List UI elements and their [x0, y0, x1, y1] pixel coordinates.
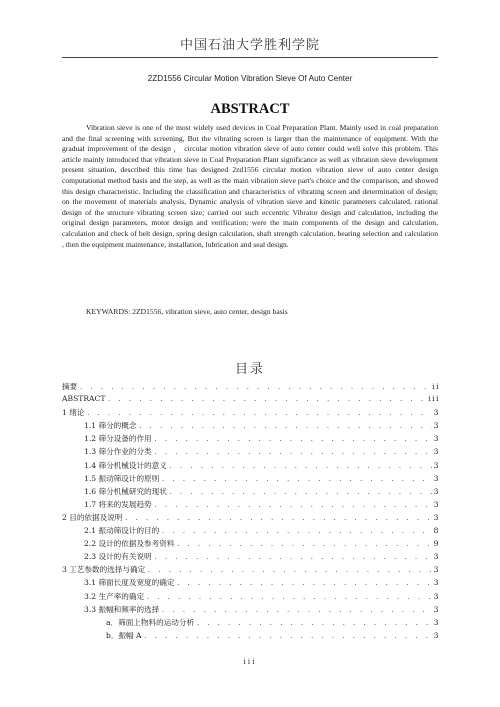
toc-entry-label: 1 绪论: [62, 408, 85, 418]
toc-leader-dots: [154, 449, 432, 456]
toc-leader-dots: [161, 476, 431, 483]
toc-entry-2-3[interactable]: [62, 551, 440, 564]
toc-entry-3-3[interactable]: [62, 604, 440, 617]
toc-entry-1-4[interactable]: [62, 460, 440, 473]
toc-entry-label: 3.3 振幅和频率的选择: [84, 604, 160, 614]
toc-entry-page: 9: [433, 539, 440, 549]
abstract-body: Vibration sieve is one of the most widely used devices in Coal Preparation Plant. Mainly used in coal preparation and the final screening with screening, But the vibrating screen is larger than the maintenance of equipment. With the gradual improvement of the design ， circular motion vibration sieve of auto center could well solve this problem. This article mainly introduced that vibration sieve in Coal Preparation Plant significance as well as vibration sieve development present situation, described this time has designed 2zd1556 circular motion vibration sieve of auto center design computational method basis and the step, as well as the main vibration sieve part's choice and the comparison, and showed this design characteristic. Including the classification and characteristics of vibrating screen and determination of design; on the movement of materials analysis, Dynamic analysis of vibration sieve and kinetic parameters calculated, rational design of the structure vibrating screen size; carried out such eccentric Vibrator design and calculation, including the original design parameters, motor design and verification; were the main components of the design and calculation, calculation and check of belt design, spring design calculation, shaft strength calculation, bearing selection and calculation , then the equipment maintenance, installation, lubrication and seal design.: [62, 123, 438, 249]
toc-entry-page: 3: [433, 552, 440, 562]
toc-entry-1-7[interactable]: [62, 499, 440, 512]
toc-entry-page: 3: [433, 460, 440, 470]
toc-entry-label: b．振幅 A: [106, 630, 142, 640]
toc-entry-chapter-3[interactable]: [62, 564, 440, 577]
toc-entry-page: 3: [433, 578, 440, 588]
toc-entry-3-3-a[interactable]: [62, 617, 440, 630]
toc-entry-abstract-cn[interactable]: [62, 381, 440, 394]
toc-entry-page: ii: [432, 382, 440, 391]
toc-leader-dots: [154, 554, 432, 561]
toc-leader-dots: [154, 502, 432, 509]
toc-entry-label: 1.5 振动筛设计的原则: [84, 473, 160, 483]
toc-entry-1-6[interactable]: [62, 486, 440, 499]
toc-leader-dots: [124, 515, 431, 522]
toc-entry-label: 1.6 筛分机械研究的现状: [84, 486, 167, 496]
toc-entry-1-5[interactable]: [62, 473, 440, 486]
toc-leader-dots: [107, 396, 426, 403]
toc-entry-label: 3 工艺参数的选择与确定: [62, 565, 146, 575]
toc-entry-chapter-1[interactable]: [62, 407, 440, 420]
toc-leader-dots: [79, 384, 430, 391]
toc-entry-page: 3: [433, 591, 440, 601]
toc-leader-dots: [176, 541, 431, 548]
toc-leader-dots: [196, 620, 432, 627]
toc-entry-label: ABSTRACT: [62, 394, 106, 404]
toc-entry-label: 1.7 将来的发展趋势: [84, 499, 152, 509]
toc-entry-3-1[interactable]: [62, 577, 440, 590]
toc-entry-page: 3: [433, 604, 440, 614]
toc-entry-label: 3.1 筛面长度及宽度的确定: [84, 578, 175, 588]
toc-leader-dots: [144, 633, 432, 640]
toc-entry-page: 3: [433, 473, 440, 483]
toc-leader-dots: [169, 463, 432, 470]
keywords-line: KEYWARDS: 2ZD1556, vibration sieve, auto center, design basis: [86, 307, 288, 316]
toc-heading: 目录: [234, 362, 265, 377]
toc-entry-page: 3: [433, 565, 440, 575]
toc-entry-page: 3: [433, 434, 440, 444]
page-number: iii: [243, 657, 257, 666]
toc-entry-page: 3: [433, 408, 440, 418]
toc-entry-page: 3: [433, 630, 440, 640]
toc-entry-label: 1.3 筛分作业的分类: [84, 447, 152, 457]
toc-entry-2-2[interactable]: [62, 538, 440, 551]
toc-entry-3-3-b[interactable]: [62, 630, 440, 643]
page-header: [62, 34, 438, 58]
toc-leader-dots: [176, 580, 431, 587]
toc-entry-label: a．筛面上物料的运动分析: [106, 617, 195, 627]
toc-entry-label: 摘要: [62, 382, 78, 391]
toc-leader-dots: [147, 567, 431, 574]
toc-entry-page: iii: [428, 394, 440, 404]
toc-leader-dots: [169, 489, 432, 496]
toc-entry-page: 3: [433, 447, 440, 457]
toc-entry-label: 2.1 振动筛设计的目的: [84, 526, 160, 536]
document-title: 2ZD1556 Circular Motion Vibration Sieve Of Auto Center: [147, 74, 353, 83]
toc-entry-page: 3: [433, 499, 440, 509]
toc-entry-1-3[interactable]: [62, 446, 440, 459]
abstract-heading: ABSTRACT: [210, 101, 290, 117]
toc-entry-2-1[interactable]: [62, 525, 440, 538]
toc-entry-chapter-2[interactable]: [62, 512, 440, 525]
toc-leader-dots: [161, 607, 431, 614]
toc-entry-page: 3: [433, 617, 440, 627]
toc-entry-page: 8: [433, 526, 440, 536]
toc-entry-page: 3: [433, 486, 440, 496]
toc-entry-1-1[interactable]: [62, 420, 440, 433]
toc-entry-abstract-en[interactable]: [62, 394, 440, 407]
institution-name: 中国石油大学胜利学院: [179, 38, 320, 53]
toc-entry-label: 3.2 生产率的确定: [84, 591, 145, 601]
toc-entry-label: 1.4 筛分机械设计的意义: [84, 460, 167, 470]
toc-entry-page: 3: [433, 421, 440, 431]
toc-leader-dots: [161, 528, 431, 535]
toc-entry-page: 3: [433, 512, 440, 522]
toc-leader-dots: [138, 423, 431, 430]
toc-entry-label: 1.1 筛分的概念: [84, 421, 137, 431]
toc-entry-label: 2.2 设计的依据及参考资料: [84, 539, 175, 549]
table-of-contents: [62, 381, 440, 643]
toc-entry-label: 1.2 筛分设备的作用: [84, 434, 152, 444]
toc-entry-label: 2 目的依据及说明: [62, 512, 123, 522]
toc-leader-dots: [146, 594, 432, 601]
toc-entry-label: 2.3 设计的有关说明: [84, 552, 152, 562]
toc-leader-dots: [86, 410, 431, 417]
toc-entry-1-2[interactable]: [62, 433, 440, 446]
toc-entry-3-2[interactable]: [62, 591, 440, 604]
toc-leader-dots: [154, 436, 432, 443]
